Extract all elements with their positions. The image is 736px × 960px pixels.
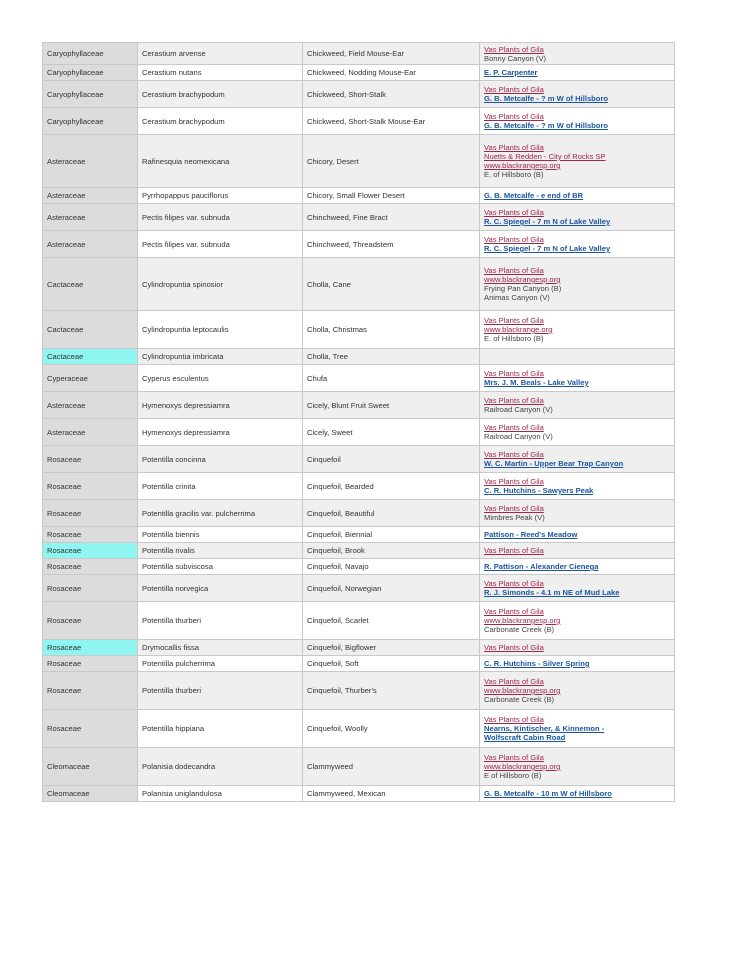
- reference-cell: [480, 575, 675, 602]
- reference-link[interactable]: G. B. Metcalfe - ? m W of Hillsboro: [484, 121, 609, 130]
- scientific-name-cell: Cylindropuntia spinosior: [138, 258, 303, 311]
- reference-link[interactable]: Vas Plants of Gila: [484, 266, 544, 275]
- reference-link[interactable]: Nuetts & Redden - City of Rocks SP: [484, 152, 606, 161]
- reference-note: Carbonate Creek (B): [484, 625, 555, 634]
- reference-link[interactable]: W. C. Martin - Upper Bear Trap Canyon: [484, 459, 624, 468]
- table-row: [43, 786, 675, 802]
- scientific-name-cell: Cerastium brachypodum: [138, 81, 303, 108]
- reference-note: Railroad Canyon (V): [484, 405, 553, 414]
- scientific-name-cell: Potentilla rivalis: [138, 543, 303, 559]
- reference-cell: [480, 602, 675, 640]
- scientific-name-cell: Potentilla hippiana: [138, 710, 303, 748]
- reference-link[interactable]: Vas Plants of Gila: [484, 143, 544, 152]
- family-cell: Rosaceae: [43, 672, 138, 710]
- reference-link[interactable]: E. P. Carpenter: [484, 68, 538, 77]
- reference-note: Animas Canyon (V): [484, 293, 550, 302]
- family-cell: Rosaceae: [43, 500, 138, 527]
- reference-link[interactable]: www.blackrangesp.org: [484, 616, 561, 625]
- scientific-name-cell: Cyperus esculentus: [138, 365, 303, 392]
- reference-note: Railroad Canyon (V): [484, 432, 553, 441]
- scientific-name-cell: Potentilla crinita: [138, 473, 303, 500]
- family-cell: Rosaceae: [43, 656, 138, 672]
- reference-note: E. of Hillsboro (B): [484, 334, 544, 343]
- reference-cell: [480, 392, 675, 419]
- reference-cell: [480, 81, 675, 108]
- family-cell: Rosaceae: [43, 602, 138, 640]
- reference-link[interactable]: C. R. Hutchins - Sawyers Peak: [484, 486, 594, 495]
- reference-link[interactable]: Nearns, Kintischer, & Kinnemon -: [484, 724, 605, 733]
- reference-link[interactable]: Vas Plants of Gila: [484, 369, 544, 378]
- reference-cell: [480, 473, 675, 500]
- reference-link[interactable]: www.blackrange.org: [484, 325, 553, 334]
- species-table-sheet: [42, 42, 674, 802]
- reference-note: Mimbres Peak (V): [484, 513, 545, 522]
- table-row: [43, 65, 675, 81]
- reference-link[interactable]: Vas Plants of Gila: [484, 715, 544, 724]
- reference-note: Carbonate Creek (B): [484, 695, 555, 704]
- family-cell: Rosaceae: [43, 446, 138, 473]
- common-name-cell: Cholla, Christmas: [303, 311, 480, 349]
- common-name-cell: Chinchweed, Fine Bract: [303, 204, 480, 231]
- family-cell: Cleomaceae: [43, 748, 138, 786]
- reference-cell: [480, 640, 675, 656]
- table-row: [43, 231, 675, 258]
- reference-note: E. of Hillsboro (B): [484, 170, 544, 179]
- reference-link[interactable]: Vas Plants of Gila: [484, 112, 544, 121]
- scientific-name-cell: Potentilla subviscosa: [138, 559, 303, 575]
- reference-link[interactable]: Vas Plants of Gila: [484, 235, 544, 244]
- table-row: [43, 473, 675, 500]
- table-row: [43, 365, 675, 392]
- common-name-cell: Cinquefoil, Thurber's: [303, 672, 480, 710]
- common-name-cell: Chicory, Small Flower Desert: [303, 188, 480, 204]
- reference-link[interactable]: Vas Plants of Gila: [484, 677, 544, 686]
- table-row: [43, 575, 675, 602]
- common-name-cell: Cinquefoil, Navajo: [303, 559, 480, 575]
- common-name-cell: Clammyweed, Mexican: [303, 786, 480, 802]
- family-cell: Asteraceae: [43, 135, 138, 188]
- family-cell: Cactaceae: [43, 349, 138, 365]
- common-name-cell: Cholla, Cane: [303, 258, 480, 311]
- scientific-name-cell: Hymenoxys depressiamra: [138, 392, 303, 419]
- family-cell: Cactaceae: [43, 311, 138, 349]
- species-table-body: [43, 43, 675, 802]
- family-cell: Asteraceae: [43, 204, 138, 231]
- table-row: [43, 108, 675, 135]
- reference-link[interactable]: G. B. Metcalfe - ? m W of Hillsboro: [484, 94, 609, 103]
- scientific-name-cell: Potentilla concinna: [138, 446, 303, 473]
- scientific-name-cell: Rafinesquia neomexicana: [138, 135, 303, 188]
- family-cell: Rosaceae: [43, 559, 138, 575]
- reference-cell: [480, 108, 675, 135]
- common-name-cell: Cinquefoil, Woolly: [303, 710, 480, 748]
- reference-link[interactable]: www.blackrangesp.org: [484, 762, 561, 771]
- family-cell: Rosaceae: [43, 473, 138, 500]
- scientific-name-cell: Pyrrhopappus pauciflorus: [138, 188, 303, 204]
- reference-link[interactable]: Mrs. J. M. Beals - Lake Valley: [484, 378, 589, 387]
- scientific-name-cell: Cerastium nutans: [138, 65, 303, 81]
- reference-cell: [480, 311, 675, 349]
- common-name-cell: Chufa: [303, 365, 480, 392]
- reference-cell: [480, 543, 675, 559]
- table-row: [43, 188, 675, 204]
- scientific-name-cell: Potentilla thurberi: [138, 672, 303, 710]
- reference-note: Frying Pan Canyon (B): [484, 284, 562, 293]
- reference-cell: [480, 786, 675, 802]
- reference-cell: [480, 672, 675, 710]
- reference-cell: [480, 188, 675, 204]
- reference-link[interactable]: Vas Plants of Gila: [484, 579, 544, 588]
- family-cell: Rosaceae: [43, 575, 138, 602]
- table-row: [43, 640, 675, 656]
- reference-cell: [480, 656, 675, 672]
- table-row: [43, 204, 675, 231]
- common-name-cell: Chickweed, Nodding Mouse-Ear: [303, 65, 480, 81]
- reference-link[interactable]: Vas Plants of Gila: [484, 316, 544, 325]
- common-name-cell: Cholla, Tree: [303, 349, 480, 365]
- scientific-name-cell: Cylindropuntia imbricata: [138, 349, 303, 365]
- reference-cell: [480, 231, 675, 258]
- family-cell: Asteraceae: [43, 188, 138, 204]
- family-cell: Cyperaceae: [43, 365, 138, 392]
- scientific-name-cell: Pectis filipes var. subnuda: [138, 231, 303, 258]
- reference-link[interactable]: C. R. Hutchins - Silver Spring: [484, 659, 590, 668]
- scientific-name-cell: Hymenoxys depressiamra: [138, 419, 303, 446]
- reference-cell: [480, 419, 675, 446]
- table-row: [43, 602, 675, 640]
- family-cell: Caryophyllaceae: [43, 65, 138, 81]
- scientific-name-cell: Potentilla gracilis var. pulcherrima: [138, 500, 303, 527]
- table-row: [43, 527, 675, 543]
- reference-link[interactable]: G. B. Metcalfe - e end of BR: [484, 191, 584, 200]
- table-row: [43, 710, 675, 748]
- common-name-cell: Cinquefoil, Beautiful: [303, 500, 480, 527]
- common-name-cell: Cinquefoil: [303, 446, 480, 473]
- table-row: [43, 392, 675, 419]
- table-row: [43, 419, 675, 446]
- common-name-cell: Cinquefoil, Soft: [303, 656, 480, 672]
- table-row: [43, 656, 675, 672]
- family-cell: Cactaceae: [43, 258, 138, 311]
- reference-link[interactable]: Vas Plants of Gila: [484, 643, 544, 652]
- reference-link[interactable]: Vas Plants of Gila: [484, 85, 544, 94]
- reference-note: E of Hillsboro (B): [484, 771, 542, 780]
- reference-cell: [480, 559, 675, 575]
- table-row: [43, 543, 675, 559]
- common-name-cell: Cinquefoil, Biennial: [303, 527, 480, 543]
- table-row: [43, 500, 675, 527]
- reference-link[interactable]: Vas Plants of Gila: [484, 607, 544, 616]
- species-table: [42, 42, 675, 802]
- reference-link[interactable]: Vas Plants of Gila: [484, 44, 544, 54]
- table-row: [43, 43, 675, 65]
- reference-cell: [480, 365, 675, 392]
- reference-link[interactable]: R. C. Spiegel - 7 m N of Lake Valley: [484, 244, 611, 253]
- scientific-name-cell: Cerastium brachypodum: [138, 108, 303, 135]
- reference-cell: [480, 527, 675, 543]
- reference-link[interactable]: www.blackrangesp.org: [484, 161, 561, 170]
- reference-cell: [480, 258, 675, 311]
- scientific-name-cell: Drymocallis fissa: [138, 640, 303, 656]
- scientific-name-cell: Potentilla pulcherrima: [138, 656, 303, 672]
- reference-cell: [480, 349, 675, 365]
- reference-link[interactable]: www.blackrangesp.org: [484, 686, 561, 695]
- scientific-name-cell: Potentilla biennis: [138, 527, 303, 543]
- scientific-name-cell: Potentilla thurberi: [138, 602, 303, 640]
- reference-link[interactable]: Vas Plants of Gila: [484, 753, 544, 762]
- reference-cell: [480, 204, 675, 231]
- common-name-cell: Cicely, Sweet: [303, 419, 480, 446]
- reference-link[interactable]: Vas Plants of Gila: [484, 208, 544, 217]
- common-name-cell: Cicely, Blunt Fruit Sweet: [303, 392, 480, 419]
- reference-link[interactable]: www.blackrangesp.org: [484, 275, 561, 284]
- common-name-cell: Clammyweed: [303, 748, 480, 786]
- family-cell: Rosaceae: [43, 527, 138, 543]
- reference-link[interactable]: Vas Plants of Gila: [484, 450, 544, 459]
- table-row: [43, 135, 675, 188]
- common-name-cell: Cinquefoil, Bearded: [303, 473, 480, 500]
- family-cell: Caryophyllaceae: [43, 81, 138, 108]
- reference-link[interactable]: Vas Plants of Gila: [484, 477, 544, 486]
- table-row: [43, 559, 675, 575]
- table-row: [43, 672, 675, 710]
- family-cell: Cleomaceae: [43, 786, 138, 802]
- reference-link[interactable]: Wolfscraft Cabin Road: [484, 733, 566, 742]
- reference-cell: [480, 446, 675, 473]
- common-name-cell: Cinquefoil, Norwegian: [303, 575, 480, 602]
- family-cell: Asteraceae: [43, 392, 138, 419]
- reference-cell: [480, 748, 675, 786]
- common-name-cell: Cinquefoil, Bigflower: [303, 640, 480, 656]
- reference-link[interactable]: R. Pattison - Alexander Cienega: [484, 562, 599, 571]
- reference-link[interactable]: Vas Plants of Gila: [484, 504, 544, 513]
- scientific-name-cell: Cylindropuntia leptocaulis: [138, 311, 303, 349]
- family-cell: Caryophyllaceae: [43, 43, 138, 65]
- family-cell: Asteraceae: [43, 231, 138, 258]
- reference-note: Bonny Canyon (V): [484, 53, 547, 63]
- reference-link[interactable]: Vas Plants of Gila: [484, 546, 544, 555]
- common-name-cell: Chickweed, Field Mouse-Ear: [303, 43, 480, 65]
- common-name-cell: Chickweed, Short-Stalk Mouse-Ear: [303, 108, 480, 135]
- common-name-cell: Chicory, Desert: [303, 135, 480, 188]
- common-name-cell: Chickweed, Short-Stalk: [303, 81, 480, 108]
- scientific-name-cell: Polanisia uniglandulosa: [138, 786, 303, 802]
- reference-link[interactable]: R. C. Spiegel - 7 m N of Lake Valley: [484, 217, 611, 226]
- family-cell: Rosaceae: [43, 543, 138, 559]
- reference-cell: [480, 43, 675, 65]
- table-row: [43, 81, 675, 108]
- reference-link[interactable]: Vas Plants of Gila: [484, 423, 544, 432]
- reference-link[interactable]: G. B. Metcalfe - 10 m W of Hillsboro: [484, 789, 612, 798]
- table-row: [43, 311, 675, 349]
- table-row: [43, 258, 675, 311]
- common-name-cell: Chinchweed, Threadstem: [303, 231, 480, 258]
- family-cell: Rosaceae: [43, 640, 138, 656]
- reference-cell: [480, 500, 675, 527]
- scientific-name-cell: Polanisia dodecandra: [138, 748, 303, 786]
- reference-cell: [480, 65, 675, 81]
- common-name-cell: Cinquefoil, Brook: [303, 543, 480, 559]
- scientific-name-cell: Pectis filipes var. subnuda: [138, 204, 303, 231]
- reference-cell: [480, 710, 675, 748]
- reference-link[interactable]: Vas Plants of Gila: [484, 396, 544, 405]
- table-row: [43, 748, 675, 786]
- common-name-cell: Cinquefoil, Scarlet: [303, 602, 480, 640]
- reference-cell: [480, 135, 675, 188]
- table-row: [43, 349, 675, 365]
- reference-link[interactable]: R. J. Simonds - 4.1 m NE of Mud Lake: [484, 588, 620, 597]
- reference-link[interactable]: Pattison - Reed's Meadow: [484, 530, 578, 539]
- family-cell: Asteraceae: [43, 419, 138, 446]
- family-cell: Caryophyllaceae: [43, 108, 138, 135]
- table-row: [43, 446, 675, 473]
- family-cell: Rosaceae: [43, 710, 138, 748]
- scientific-name-cell: Cerastium arvense: [138, 43, 303, 65]
- scientific-name-cell: Potentilla norvegica: [138, 575, 303, 602]
